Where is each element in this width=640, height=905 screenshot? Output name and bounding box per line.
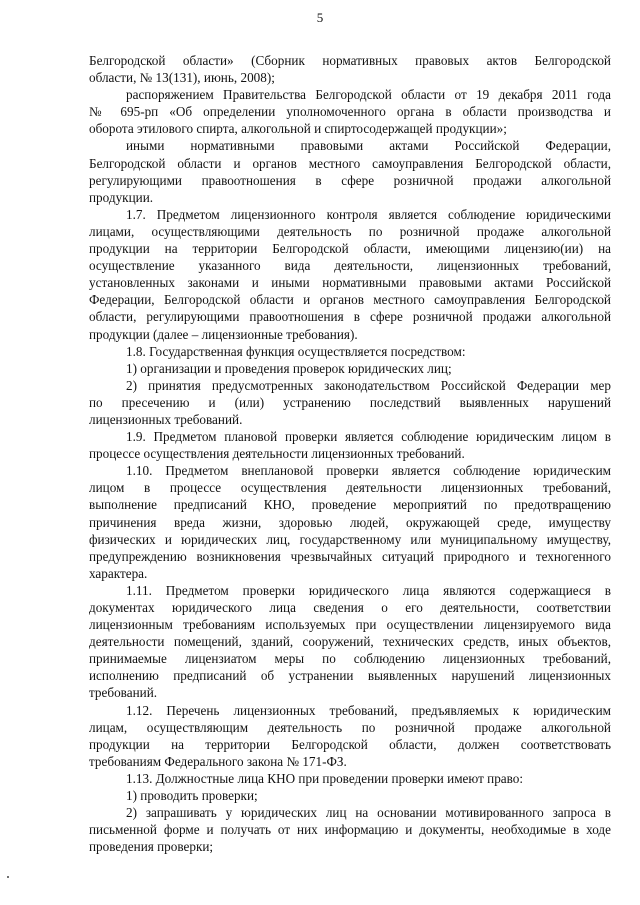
text-line: 1.10. Предметом внеплановой проверки является соблюдение юридическим	[126, 463, 611, 479]
page-number: 5	[316, 10, 324, 25]
text-line: продукции (далее – лицензионные требования).	[89, 326, 358, 342]
text-line: Белгородской области и органов местного самоуправления Белгородской области,	[89, 155, 611, 171]
text-line: причинения вреда жизни, здоровью людей, окружающей среде, имуществу	[89, 514, 611, 530]
text-line: 1.9. Предметом плановой проверки является соблюдение юридическим лицом в	[126, 429, 611, 445]
text-line: 1.12. Перечень лицензионных требований, предъявляемых к юридическим	[126, 702, 611, 718]
document-body	[89, 52, 611, 855]
text-line: процессе осуществления деятельности лицензионных требований.	[89, 446, 465, 462]
text-line: по пресечению и (или) устранению последствий выявленных нарушений	[89, 394, 611, 410]
text-line: документах юридического лица сведения о его деятельности, соответствии	[89, 600, 611, 615]
text-line: продукции на территории Белгородской области, имеющими лицензию(ии) на	[89, 241, 611, 257]
text-line: области, № 13(131), июнь, 2008);	[89, 70, 275, 86]
text-line: проведения проверки;	[89, 839, 214, 855]
text-line: № 695-рп «Об определении уполномоченного органа в области производства и	[89, 104, 611, 120]
text-line: 1.13. Должностные лица КНО при проведении проверки имеют право:	[126, 770, 524, 786]
text-line: лицензионным требованиям используемых при осуществлении лицензируемого вида	[89, 617, 611, 633]
text-line: регулирующими правоотношения в сфере розничной продажи алкогольной	[89, 172, 611, 188]
text-line: 1) организации и проведения проверок юридических лиц;	[126, 360, 452, 376]
text-line: продукции.	[89, 189, 154, 205]
text-line: иными нормативными правовыми актами Российской Федерации,	[126, 138, 611, 154]
text-line: лицензионных требований.	[89, 411, 243, 427]
text-line: лицами, осуществляющими деятельность по розничной продаже алкогольной	[89, 223, 611, 239]
text-line: осуществление указанного вида деятельности, лицензионных требований,	[89, 258, 611, 274]
text-line: требованиям Федерального закона № 171-ФЗ.	[89, 753, 347, 769]
text-line: 1.7. Предметом лицензионного контроля является соблюдение юридическими	[126, 206, 611, 222]
text-line: 2) принятия предусмотренных законодательством Российской Федерации мер	[126, 377, 611, 393]
text-line: принимаемые лицензиатом меры по соблюдению лицензионных требований,	[89, 651, 611, 667]
text-line: Федерации, Белгородской области и органов местного самоуправления Белгородской	[89, 292, 611, 308]
text-line: распоряжением Правительства Белгородской области от 19 декабря 2011 года	[126, 87, 611, 103]
text-line: 1) проводить проверки;	[126, 788, 258, 804]
text-line: выполнение предписаний КНО, проведение мероприятий по предотвращению	[89, 497, 611, 513]
scan-speck	[7, 876, 9, 878]
text-line: 2) запрашивать у юридических лиц на основании мотивированного запроса в	[126, 805, 611, 821]
text-line: оборота этилового спирта, алкогольной и спиртосодержащей продукции»;	[89, 121, 507, 137]
text-line: 1.8. Государственная функция осуществляется посредством:	[126, 343, 466, 359]
text-line: лицам, осуществляющим деятельность по розничной продаже алкогольной	[89, 719, 611, 735]
text-line: области, регулирующими правоотношения в сфере розничной продажи алкогольной	[89, 309, 611, 325]
text-line: характера.	[89, 565, 148, 581]
text-line: исполнению предписаний об устранении выявленных нарушений лицензионных	[89, 668, 611, 684]
text-line: требований.	[89, 685, 158, 701]
text-line: предупреждению возникновения чрезвычайных ситуаций природного и техногенного	[89, 548, 611, 564]
text-line: установленных законами и иными нормативными правовыми актами Российской	[89, 275, 611, 291]
text-line: физических и юридических лиц, государственному или муниципальному имуществу,	[89, 531, 611, 547]
text-line: 1.11. Предметом проверки юридического лица являются содержащиеся в	[126, 582, 611, 598]
text-line: деятельности помещений, зданий, сооружений, технических средств, иных объектов,	[89, 634, 611, 650]
text-line: письменной форме и получать от них информацию и документы, необходимые в ходе	[89, 822, 611, 838]
text-line: Белгородской области» (Сборник нормативных правовых актов Белгородской	[89, 53, 611, 68]
text-line: продукции на территории Белгородской области, должен соответствовать	[89, 736, 611, 752]
text-line: лицом в процессе осуществления деятельности лицензионных требований,	[89, 480, 611, 496]
